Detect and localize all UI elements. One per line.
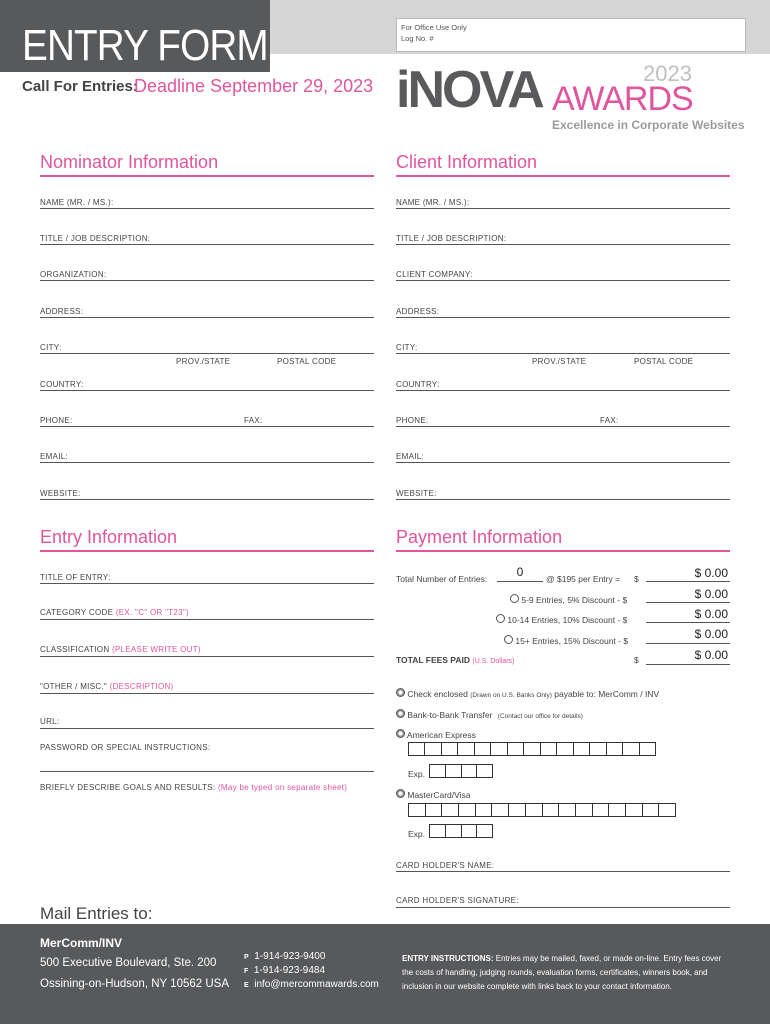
nominator-website-field[interactable] xyxy=(40,499,374,500)
deadline-text: Deadline September 29, 2023 xyxy=(134,76,374,96)
nominator-phone-field[interactable] xyxy=(40,426,374,427)
total-fees-label: TOTAL FEES PAID xyxy=(396,655,470,665)
client-section-rule xyxy=(396,175,730,177)
amex-number-boxes[interactable] xyxy=(408,742,656,756)
client-country-field[interactable] xyxy=(396,390,730,391)
discount-15-label: 15+ Entries, 15% Discount xyxy=(515,636,616,646)
entry-instructions-line-3: inclusion in our website complete with links back to your contact information. xyxy=(402,982,672,991)
classification-field[interactable] xyxy=(40,656,374,657)
dollar-sign-5: $ xyxy=(634,655,639,665)
amount-2-line xyxy=(646,602,730,603)
client-prov-label: PROV./STATE xyxy=(532,357,587,366)
discount-15-radio[interactable] xyxy=(504,635,513,644)
title-of-entry-label: TITLE OF ENTRY: xyxy=(40,573,111,582)
mail-address-1: 500 Executive Boulevard, Ste. 200 xyxy=(40,957,217,969)
entry-section-title: Entry Information xyxy=(40,527,178,547)
client-website-field[interactable] xyxy=(396,499,730,500)
client-company-field[interactable] xyxy=(396,280,730,281)
mastercard-visa-radio[interactable] xyxy=(396,789,405,798)
check-hint: (Drawn on U.S. Banks Only) xyxy=(470,692,552,699)
client-postal-label: POSTAL CODE xyxy=(634,357,694,366)
other-misc-hint: (DESCRIPTION) xyxy=(109,682,174,691)
nominator-name-field[interactable] xyxy=(40,208,374,209)
nominator-email-field[interactable] xyxy=(40,462,374,463)
office-use-box xyxy=(396,18,746,52)
nominator-job-label: TITLE / JOB DESCRIPTION: xyxy=(40,234,151,243)
per-entry-label: @ $195 per Entry = xyxy=(546,574,621,584)
contact-email[interactable]: info@mercommawards.com xyxy=(254,979,379,990)
entry-instructions-line-1: Entries may be mailed, faxed, or made on-line. Entry fees cover xyxy=(495,954,722,963)
dollar-sign-1: $ xyxy=(634,574,639,584)
nominator-name-label: NAME (MR. / MS.): xyxy=(40,198,114,207)
bank-transfer-label: Bank-to-Bank Transfer xyxy=(407,710,493,720)
check-payable: payable to: MerComm / INV xyxy=(554,689,660,699)
total-fees-row xyxy=(396,655,514,665)
category-code-label xyxy=(40,608,189,617)
discount-10-14-row[interactable]: 10-14 Entries, 10% Discount - $ xyxy=(496,614,627,625)
card-holder-signature-label: CARD HOLDER'S SIGNATURE: xyxy=(396,896,519,905)
bank-transfer-radio[interactable] xyxy=(396,709,405,718)
discount-10-14-radio[interactable] xyxy=(496,614,505,623)
payment-section-rule xyxy=(396,550,730,552)
card-holder-signature-field[interactable] xyxy=(396,907,730,908)
amount-4-line xyxy=(646,643,730,644)
payment-section-title: Payment Information xyxy=(396,527,563,547)
mastercard-visa-row[interactable] xyxy=(396,789,471,800)
client-company-label: CLIENT COMPANY: xyxy=(396,270,473,279)
total-entries-label: Total Number of Entries: xyxy=(396,574,488,584)
classification-hint: (PLEASE WRITE OUT) xyxy=(111,645,201,654)
discount-15-row[interactable]: 15+ Entries, 15% Discount - $ xyxy=(504,635,628,646)
client-address-field[interactable] xyxy=(396,317,730,318)
amex-row[interactable] xyxy=(396,729,476,740)
logo-year: 2023 xyxy=(643,61,692,86)
nominator-section-title: Nominator Information xyxy=(40,152,219,172)
nominator-section-rule xyxy=(40,175,374,177)
mastercard-exp-label: Exp. xyxy=(408,829,426,839)
check-label: Check enclosed xyxy=(407,689,468,699)
nominator-country-field[interactable] xyxy=(40,390,374,391)
nominator-website-label: WEBSITE: xyxy=(40,489,81,498)
client-job-label: TITLE / JOB DESCRIPTION: xyxy=(396,234,507,243)
amount-3: $ 0.00 xyxy=(694,607,728,621)
url-label: URL: xyxy=(40,717,60,726)
discount-10-14-label: 10-14 Entries, 10% Discount xyxy=(507,615,616,625)
entry-instructions xyxy=(402,952,721,994)
contact-phone-row xyxy=(244,951,325,962)
mail-org: MerComm/INV xyxy=(40,936,123,950)
nominator-email-label: EMAIL: xyxy=(40,452,69,461)
nominator-postal-label: POSTAL CODE xyxy=(277,357,337,366)
category-code-text: CATEGORY CODE xyxy=(40,608,114,617)
client-email-label: EMAIL: xyxy=(396,452,425,461)
client-city-label: CITY: xyxy=(396,343,418,352)
dollar-sign-2: $ xyxy=(622,595,628,605)
nominator-fax-label: FAX: xyxy=(244,416,263,425)
discount-5-9-label: 5-9 Entries, 5% Discount xyxy=(521,595,615,605)
amount-1: $ 0.00 xyxy=(694,566,728,580)
amex-label: American Express xyxy=(406,730,476,740)
classification-text: CLASSIFICATION xyxy=(40,645,110,654)
client-phone-label: PHONE: xyxy=(396,416,429,425)
mail-entries-title: Mail Entries to: xyxy=(40,904,153,923)
goals-text: BRIEFLY DESCRIBE GOALS AND RESULTS: xyxy=(40,783,216,792)
client-name-label: NAME (MR. / MS.): xyxy=(396,198,470,207)
other-misc-text: "OTHER / MISC." xyxy=(40,682,108,691)
title-of-entry-field[interactable] xyxy=(40,583,374,584)
amex-exp-boxes[interactable] xyxy=(429,764,493,778)
nominator-city-field[interactable] xyxy=(40,353,374,354)
total-entries-value[interactable]: 0 xyxy=(516,565,524,579)
client-fax-label: FAX: xyxy=(600,416,619,425)
nominator-org-field[interactable] xyxy=(40,280,374,281)
amount-3-line xyxy=(646,622,730,623)
goals-label xyxy=(40,783,347,792)
card-holder-name-field[interactable] xyxy=(396,871,730,872)
password-label: PASSWORD OR SPECIAL INSTRUCTIONS: xyxy=(40,743,211,752)
email-letter: E xyxy=(244,982,249,989)
url-field[interactable] xyxy=(40,728,374,729)
total-entries-field xyxy=(497,581,543,582)
nominator-job-field[interactable] xyxy=(40,244,374,245)
amount-2: $ 0.00 xyxy=(694,587,728,601)
amount-1-line xyxy=(646,581,730,582)
bank-transfer-hint: (Contact our office for details) xyxy=(497,713,583,720)
contact-email-row xyxy=(244,979,379,990)
check-row[interactable] xyxy=(396,688,659,699)
dollar-sign-4: $ xyxy=(623,636,629,646)
client-address-label: ADDRESS: xyxy=(396,307,440,316)
client-email-field[interactable] xyxy=(396,462,730,463)
log-number-label: Log No. # xyxy=(401,34,434,43)
dollar-sign-3: $ xyxy=(622,615,628,625)
mail-address-2: Ossining-on-Hudson, NY 10562 USA xyxy=(40,978,230,990)
client-country-label: COUNTRY: xyxy=(396,380,440,389)
category-code-field[interactable] xyxy=(40,619,374,620)
bank-transfer-row[interactable] xyxy=(396,709,583,720)
password-field[interactable] xyxy=(40,771,374,772)
mastercard-visa-label: MasterCard/Visa xyxy=(407,790,471,800)
entry-instructions-label: ENTRY INSTRUCTIONS: xyxy=(402,954,494,963)
client-job-field[interactable] xyxy=(396,244,730,245)
office-use-label: For Office Use Only xyxy=(401,23,467,32)
contact-fax-row xyxy=(244,965,325,976)
call-for-entries-label: Call For Entries: xyxy=(22,78,138,95)
client-name-field[interactable] xyxy=(396,208,730,209)
total-fees-hint: (U.S. Dollars) xyxy=(472,658,515,665)
other-misc-label xyxy=(40,682,174,691)
check-radio[interactable] xyxy=(396,688,405,697)
entry-instructions-line-2: the costs of handling, judging rounds, evaluation forms, certificates, winners book, and xyxy=(402,968,708,977)
nominator-org-label: ORGANIZATION: xyxy=(40,270,107,279)
fax-letter: F xyxy=(244,968,249,975)
mastercard-exp-boxes[interactable] xyxy=(429,824,493,838)
logo-awards: AWARDS xyxy=(552,80,693,118)
client-section-title: Client Information xyxy=(396,152,538,172)
other-misc-field[interactable] xyxy=(40,693,374,694)
discount-5-9-radio[interactable] xyxy=(510,594,519,603)
amex-radio[interactable] xyxy=(396,729,405,738)
contact-fax: 1-914-923-9484 xyxy=(253,965,326,976)
client-website-label: WEBSITE: xyxy=(396,489,437,498)
entry-section-rule xyxy=(40,550,374,552)
nominator-address-field[interactable] xyxy=(40,317,374,318)
category-code-hint: (EX. "C" OR "T23") xyxy=(115,608,189,617)
nominator-address-label: ADDRESS: xyxy=(40,307,84,316)
card-holder-name-label: CARD HOLDER'S NAME: xyxy=(396,861,495,870)
mastercard-number-boxes[interactable] xyxy=(408,803,676,817)
amount-5-line xyxy=(646,664,730,665)
page-title: ENTRY FORM xyxy=(22,21,268,70)
classification-label xyxy=(40,645,201,654)
logo-tagline: Excellence in Corporate Websites xyxy=(552,118,745,132)
client-city-field[interactable] xyxy=(396,353,730,354)
logo-inova: iNOVA xyxy=(396,61,542,119)
nominator-city-label: CITY: xyxy=(40,343,62,352)
amex-exp-label: Exp. xyxy=(408,769,426,779)
contact-phone[interactable]: 1-914-923-9400 xyxy=(254,951,326,962)
discount-5-9-row[interactable]: 5-9 Entries, 5% Discount - $ xyxy=(510,594,627,605)
nominator-phone-label: PHONE: xyxy=(40,416,73,425)
phone-letter: P xyxy=(244,954,249,961)
amount-4: $ 0.00 xyxy=(694,627,728,641)
nominator-country-label: COUNTRY: xyxy=(40,380,84,389)
goals-hint: (May be typed on separate sheet) xyxy=(217,783,348,792)
amount-5: $ 0.00 xyxy=(694,648,728,662)
nominator-prov-label: PROV./STATE xyxy=(176,357,231,366)
client-phone-field[interactable] xyxy=(396,426,730,427)
